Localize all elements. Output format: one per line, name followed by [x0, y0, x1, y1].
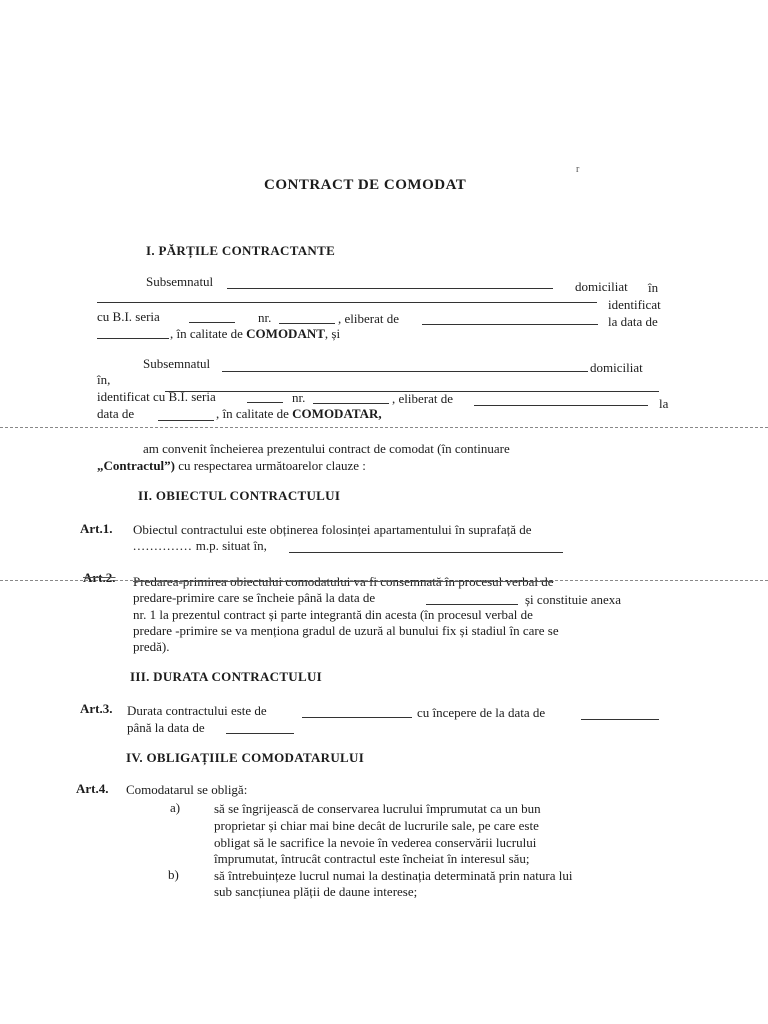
art3-line-2: până la data de [127, 720, 205, 735]
art4-a-line-4: împrumutat, întrucât contractul este încheiat în interesul său; [214, 851, 530, 866]
art3-duration-blank[interactable] [302, 706, 412, 718]
party1-address-blank[interactable] [97, 291, 597, 303]
art2-line-5: predă). [133, 639, 170, 654]
party1-seria-blank[interactable] [189, 311, 235, 323]
party2-in: în, [97, 372, 111, 387]
party2-eliberat-de: , eliberat de [392, 391, 453, 406]
art4-intro: Comodatarul se obligă: [126, 782, 248, 797]
art1-label: Art.1. [80, 521, 113, 536]
art2-label: Art.2. [83, 570, 116, 585]
party2-seria-blank[interactable] [247, 391, 283, 403]
section-durata-contractului: III. DURATA CONTRACTULUI [130, 669, 322, 684]
art2-line-1: Predarea-primirea obiectului comodatului va fi consemnată în procesul verbal de [133, 574, 554, 589]
party2-role: COMODATAR, [292, 406, 382, 421]
party1-identificat: identificat [608, 297, 661, 312]
party2-nr-blank[interactable] [313, 392, 389, 404]
party1-role: COMODANT [246, 326, 325, 341]
art1-dots: .............. [133, 538, 193, 553]
art3-line-1a: Durata contractului este de [127, 703, 267, 718]
art2-date-blank[interactable] [426, 593, 518, 605]
section-obiectul-contractului: II. OBIECTUL CONTRACTULUI [138, 488, 341, 503]
party2-nr: nr. [292, 390, 306, 405]
party1-role-line [170, 326, 340, 342]
art1-situat: m.p. situat în, [192, 538, 267, 553]
art3-line-1b: cu începere de la data de [417, 705, 546, 720]
art2-line-2b: și constituie anexa [525, 592, 622, 607]
agreement-line-2 [97, 458, 366, 474]
party1-eliberat-blank[interactable] [422, 313, 598, 325]
party1-role-prefix: , în calitate de [170, 326, 243, 341]
art3-start-blank[interactable] [581, 708, 659, 720]
party1-nr-blank[interactable] [279, 312, 335, 324]
art1-line-2 [133, 538, 267, 554]
art4-a-label: a) [170, 800, 181, 815]
section-obligatiile-comodatarului: IV. OBLIGAȚIILE COMODATARULUI [126, 750, 365, 765]
party2-eliberat-blank[interactable] [474, 394, 648, 406]
party1-la-data-de: la data de [608, 314, 658, 329]
party2-domiciliat: domiciliat [590, 360, 643, 375]
agreement-line-1: am convenit încheierea prezentului contract de comodat (în continuare [143, 441, 510, 456]
art1-line-1: Obiectul contractului este obținerea folosinței apartamentului în suprafață de [133, 522, 532, 537]
art4-b-line-2: sub sancțiunea plății de daune interese; [214, 884, 418, 899]
party1-cu-bi-seria: cu B.I. seria [97, 309, 160, 324]
party2-name-blank[interactable] [222, 360, 588, 372]
party2-data-de: data de [97, 406, 135, 421]
art2-line-3: nr. 1 la prezentul contract și parte integrantă din acesta (în procesul verbal de [133, 607, 533, 622]
art4-a-line-2: proprietar și chiar mai bine decât de lucrurile sale, pe care este [214, 818, 539, 833]
fold-line-1 [0, 427, 768, 428]
party1-in: în [648, 280, 659, 295]
party1-role-suffix: , și [324, 326, 341, 341]
party2-identificat-cu-bi-seria: identificat cu B.I. seria [97, 389, 216, 404]
corner-mark: r [576, 164, 580, 175]
section-parti-contractante: I. PĂRȚILE CONTRACTANTE [146, 243, 336, 258]
party1-nr: nr. [258, 310, 272, 325]
party1-date-blank[interactable] [97, 327, 169, 339]
art1-address-blank[interactable] [289, 541, 563, 553]
art4-label: Art.4. [76, 781, 109, 796]
party2-subsemnatul: Subsemnatul [143, 356, 211, 371]
party1-eliberat-de: , eliberat de [338, 311, 399, 326]
agreement-clauses: cu respectarea următoarelor clauze : [175, 458, 366, 473]
art3-label: Art.3. [80, 701, 113, 716]
art3-end-blank[interactable] [226, 722, 294, 734]
party1-name-blank[interactable] [227, 277, 553, 289]
art2-line-2a: predare-primire care se încheie până la data de [133, 590, 376, 605]
art4-a-line-1: să se îngrijească de conservarea lucrului împrumutat ca un bun [214, 801, 541, 816]
party2-date-blank[interactable] [158, 409, 214, 421]
art4-b-label: b) [168, 867, 179, 882]
agreement-contractul: „Contractul”) [97, 458, 175, 473]
party1-subsemnatul: Subsemnatul [146, 274, 214, 289]
art2-line-4: predare -primire se va menționa gradul de uzură al bunului fix și stadiul în care se [133, 623, 559, 638]
party2-role-prefix: , în calitate de [216, 406, 289, 421]
party2-role-line [216, 406, 382, 422]
party1-domiciliat: domiciliat [575, 279, 628, 294]
party2-la: la [659, 396, 669, 411]
art4-b-line-1: să întrebuințeze lucrul numai la destinația determinată prin natura lui [214, 868, 573, 883]
document-title: CONTRACT DE COMODAT [264, 177, 467, 193]
art4-a-line-3: obligat să le sacrifice la nevoie în vederea conservării lucrului [214, 835, 537, 850]
